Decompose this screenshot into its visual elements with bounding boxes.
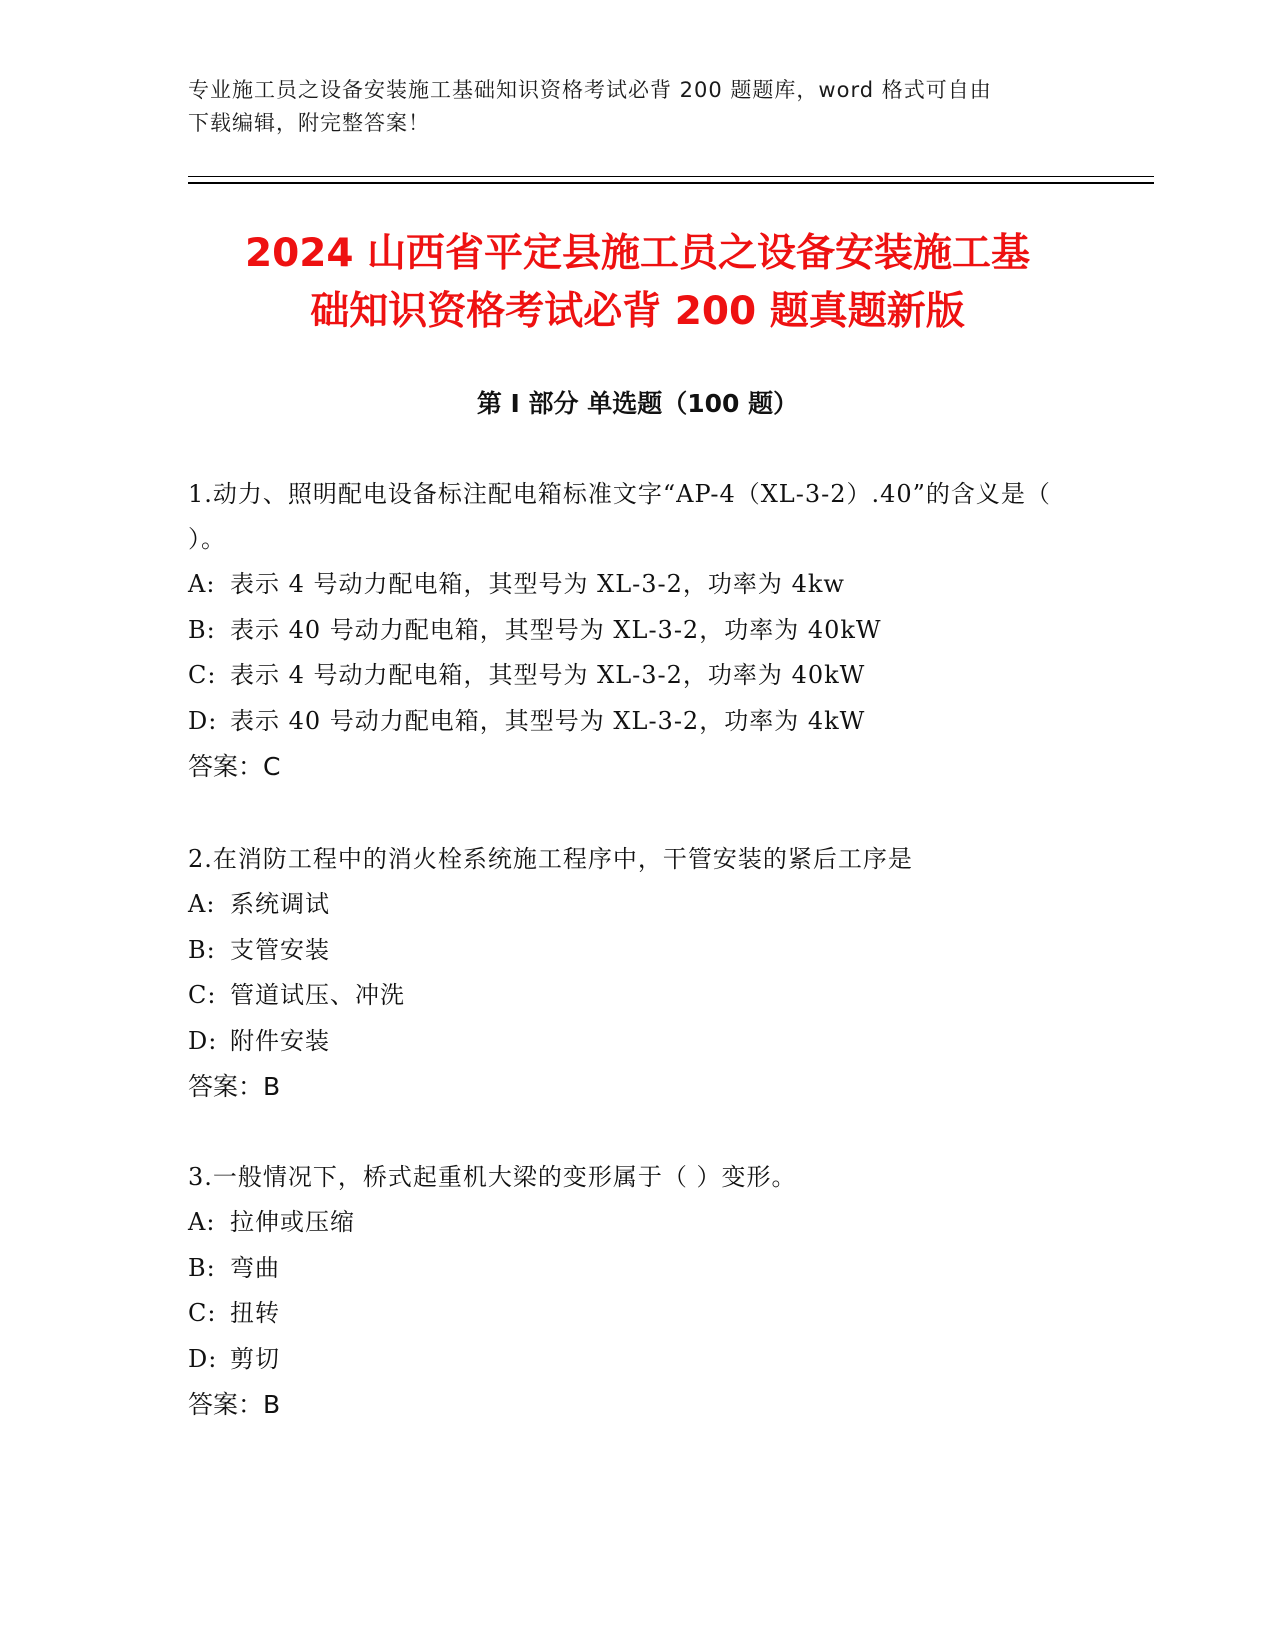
option-key: A: bbox=[188, 890, 216, 918]
option-d bbox=[188, 699, 1088, 745]
header-divider-thin bbox=[188, 176, 1154, 177]
section-title: 第 I 部分 单选题（100 题） bbox=[476, 389, 799, 418]
option-d bbox=[188, 1019, 1088, 1065]
option-c bbox=[188, 1291, 1088, 1337]
option-key: D: bbox=[188, 706, 218, 735]
option-text: 弯曲 bbox=[230, 1253, 280, 1282]
option-key: B: bbox=[188, 935, 216, 964]
header-divider-thick bbox=[188, 182, 1154, 184]
question-2 bbox=[188, 837, 1088, 1110]
option-a bbox=[188, 562, 1088, 608]
option-b bbox=[188, 608, 1088, 654]
answer: 答案：C bbox=[188, 752, 281, 781]
option-b bbox=[188, 1246, 1088, 1292]
option-key: C: bbox=[188, 661, 217, 689]
document-title-line-1: 2024 山西省平定县施工员之设备安装施工基 bbox=[244, 231, 1031, 276]
option-text: 拉伸或压缩 bbox=[230, 1208, 355, 1236]
option-text: 表示 4 号动力配电箱，其型号为 XL-3-2，功率为 4kw bbox=[230, 570, 845, 598]
option-text: 剪切 bbox=[230, 1344, 280, 1373]
header-note bbox=[188, 74, 1088, 140]
answer: 答案：B bbox=[188, 1072, 281, 1101]
option-key: C: bbox=[188, 1299, 217, 1327]
question-1 bbox=[188, 472, 1088, 790]
option-text: 系统调试 bbox=[230, 890, 330, 918]
option-key: C: bbox=[188, 981, 217, 1009]
option-b bbox=[188, 928, 1088, 974]
option-key: B: bbox=[188, 615, 216, 644]
option-key: A: bbox=[188, 1208, 216, 1236]
option-key: D: bbox=[188, 1344, 218, 1373]
question-3 bbox=[188, 1155, 1088, 1428]
option-text: 支管安装 bbox=[230, 935, 330, 964]
question-stem: 2.在消防工程中的消火栓系统施工程序中，干管安装的紧后工序是 bbox=[188, 845, 913, 873]
document-title bbox=[160, 225, 1115, 341]
option-c bbox=[188, 653, 1088, 699]
option-text: 表示 40 号动力配电箱，其型号为 XL-3-2，功率为 4kW bbox=[230, 706, 866, 735]
option-key: D: bbox=[188, 1026, 218, 1055]
option-c bbox=[188, 973, 1088, 1019]
document-title-line-2: 础知识资格考试必背 200 题真题新版 bbox=[310, 289, 965, 334]
option-key: B: bbox=[188, 1253, 216, 1282]
header-note-line-1: 专业施工员之设备安装施工基础知识资格考试必背 200 题题库，word 格式可自由 bbox=[188, 78, 992, 102]
answer: 答案：B bbox=[188, 1390, 281, 1419]
option-text: 附件安装 bbox=[230, 1026, 330, 1055]
option-a bbox=[188, 882, 1088, 928]
question-stem: 1.动力、照明配电设备标注配电箱标准文字“AP-4（XL-3-2）.40”的含义是（ ）。 bbox=[188, 480, 1051, 553]
question-stem: 3.一般情况下，桥式起重机大梁的变形属于（ ）变形。 bbox=[188, 1163, 797, 1191]
option-text: 表示 4 号动力配电箱，其型号为 XL-3-2，功率为 40kW bbox=[230, 661, 866, 689]
header-note-line-2: 下载编辑，附完整答案！ bbox=[188, 111, 430, 135]
option-text: 扭转 bbox=[230, 1299, 280, 1327]
option-key: A: bbox=[188, 570, 216, 598]
option-text: 管道试压、冲洗 bbox=[230, 981, 405, 1009]
option-d bbox=[188, 1337, 1088, 1383]
option-a bbox=[188, 1200, 1088, 1246]
option-text: 表示 40 号动力配电箱，其型号为 XL-3-2，功率为 40kW bbox=[230, 615, 882, 644]
